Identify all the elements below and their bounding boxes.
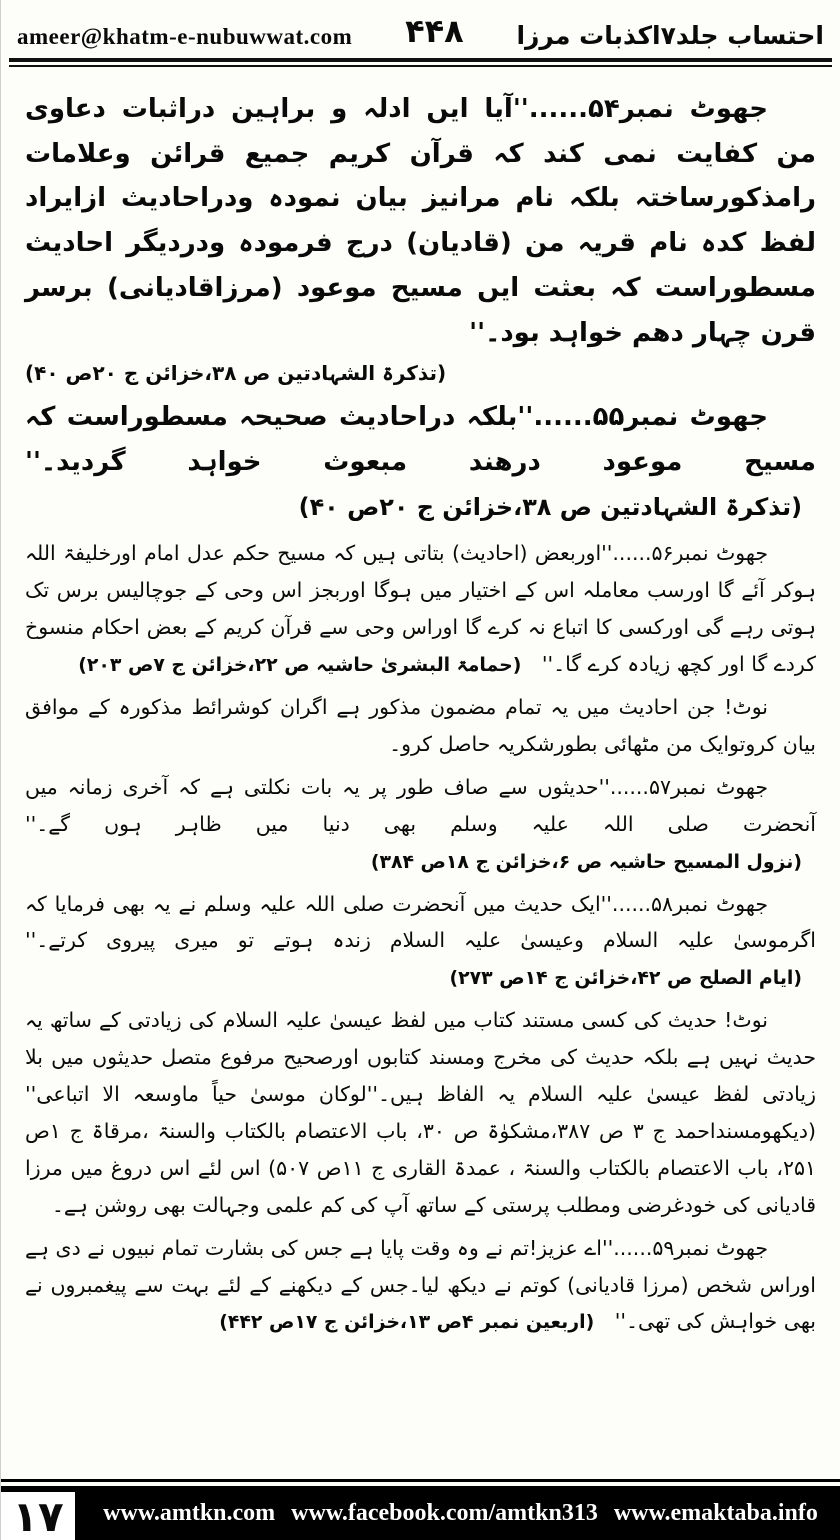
reference-line [25,361,816,385]
page-footer [1,1479,840,1540]
page-body [1,67,840,1340]
footer-link-facebook: www.facebook.com/amtkn313 [291,1499,598,1526]
reference-text: (ایام الصلح ص ۴۲،خزائن ج ۱۴ص ۲۷۳) [449,967,802,990]
paragraph-lie-54 [25,87,816,355]
footer-rule [1,1479,840,1482]
page-number-top: ۴۴۸ [405,12,464,50]
note-text: نوٹ! جن احادیث میں یہ تمام مضمون مذکور ہے اگران کوشرائط مذکورہ کے موافق بیان کروتوایک من مٹھائی بطورشکریہ حاصل کرو۔ [25,695,816,756]
email-text: ameer@khatm-e-nubuwwat.com [17,24,353,49]
reference-text: (تذکرۃ الشہادتین ص ۳۸،خزائن ج ۲۰ص ۴۰) [25,361,447,386]
footer-link-amtkn: www.amtkn.com [103,1499,276,1526]
footer-links-bar [81,1486,840,1540]
paragraph-text: جھوٹ نمبر۵۷......''حدیثوں سے صاف طور پر یہ بات نکلتی ہے کہ آخری زمانہ میں آنحضرت صلی اللہ علیہ وسلم بھی دنیا میں ظاہر ہوں گے۔'' [25,774,816,836]
note-paragraph-hadith [25,1002,816,1223]
note-paragraph [25,689,816,763]
book-title: احتساب جلد۷اکذبات مرزا [516,21,824,50]
reference-text: (تذکرۃ الشہادتین ص ۳۸،خزائن ج ۲۰ص ۴۰) [298,492,802,521]
paragraph-lie-59 [25,1230,816,1341]
footer-link-emaktaba: www.emaktaba.info [613,1499,818,1526]
paragraph-text: جھوٹ نمبر۵۹......''اے عزیز!تم نے وہ وقت پایا ہے جس کی بشارت تمام نبیوں نے دی ہے اوراس شخص (مرزا قادیانی) کوتم نے دیکھ لیا۔جس کے دیکھنے کے لئے بہت سے پیغمبروں نے بھی خواہش کی تھی۔'' [25,1235,816,1334]
note-text: نوٹ! حدیث کی کسی مستند کتاب میں لفظ عیسیٰ علیہ السلام کی زیادتی کے ساتھ یہ حدیث نہیں ہے بلکہ حدیث کی مخرج ومسند کتابوں اورصحیح مرفوع متصل حدیثوں میں بلا زیادتی لفظ عیسیٰ علیہ السلام یہ الفاظ ہیں۔''لوکان موسیٰ حیاً ماوسعہ الا اتباعی'' (دیکھومسنداحمد ج ۳ ص ۳۸۷،مشکوٰۃ ص ۳۰، باب الاعتصام بالکتاب والسنۃ ،مرقاۃ ج ۱ص ۲۵۱، باب الاعتصام بالکتاب والسنۃ ، عمدۃ القاری ج ۱۱ص ۵۰۷) اس لئے اس دروغ میں مرزا قادیانی کی خودغرضی ومطلب پرستی کے ساتھ آپ کی کم علمی وجہالت بھی روشن ہے۔ [25,1008,817,1217]
page-number-bottom: ۱۷ [12,1491,64,1540]
page-number-box [1,1486,81,1540]
paragraph-lie-56 [25,535,816,683]
paragraph-lie-55 [25,395,816,529]
paragraph-text: جھوٹ نمبر۵۶......''اوربعض (احادیث) بتاتی ہیں کہ مسیح حکم عدل امام اورخلیفۃ اللہ ہوکر آئے گا اورسب معاملہ اس کے اختیار میں ہوگا اوربجز اس وحی کے جوچالیس برس تک ہوتی رہے گی اورکسی کا اتباع نہ کرے گا اوراس وحی سے قرآن کریم کے بعض احکام منسوخ کردے گا اور کچھ زیادہ کرے گا۔'' [25,541,816,677]
paragraph-text: جھوٹ نمبر۵۵......''بلکہ دراحادیث صحیحہ مسطوراست کہ مسیح موعود درھند مبعوث خواہد گردید۔'' [25,402,816,478]
paragraph-text: جھوٹ نمبر۵۸......''ایک حدیث میں آنحضرت صلی اللہ علیہ وسلم نے یہ بھی فرمایا کہ اگرموسیٰ علیہ السلام وعیسیٰ علیہ السلام زندہ ہوتے تو میری پیروی کرتے۔'' [25,891,816,953]
page-header [1,0,840,56]
reference-text: (حمامۃ البشریٰ حاشیہ ص ۲۲،خزائن ج ۷ص ۲۰۳) [78,654,522,677]
paragraph-lie-57 [25,769,816,880]
paragraph-text: جھوٹ نمبر۵۴......''آیا ایں ادلہ و براہین دراثبات دعاوی من کفایت نمی کند کہ قرآن کریم جمیع قرائن وعلامات رامذکورساختہ بلکہ نام مرانیز بیان نمودہ ودراحادیث ازایراد لفظ کدہ نام قریہ من (قادیان) درج فرمودہ ودردیگر احادیث مسطوراست کہ بعثت ایں مسیح موعود (مرزاقادیانی) برسر قرن چہار دھم خواہد بود۔'' [25,94,816,348]
paragraph-lie-58 [25,886,816,997]
reference-text: (نزول المسیح حاشیہ ص ۶،خزائن ج ۱۸ص ۳۸۴) [370,850,802,873]
header-rule-thick [9,58,832,62]
reference-text: (اربعین نمبر ۴ص ۱۳،خزائن ج ۱۷ص ۴۴۲) [219,1311,595,1334]
